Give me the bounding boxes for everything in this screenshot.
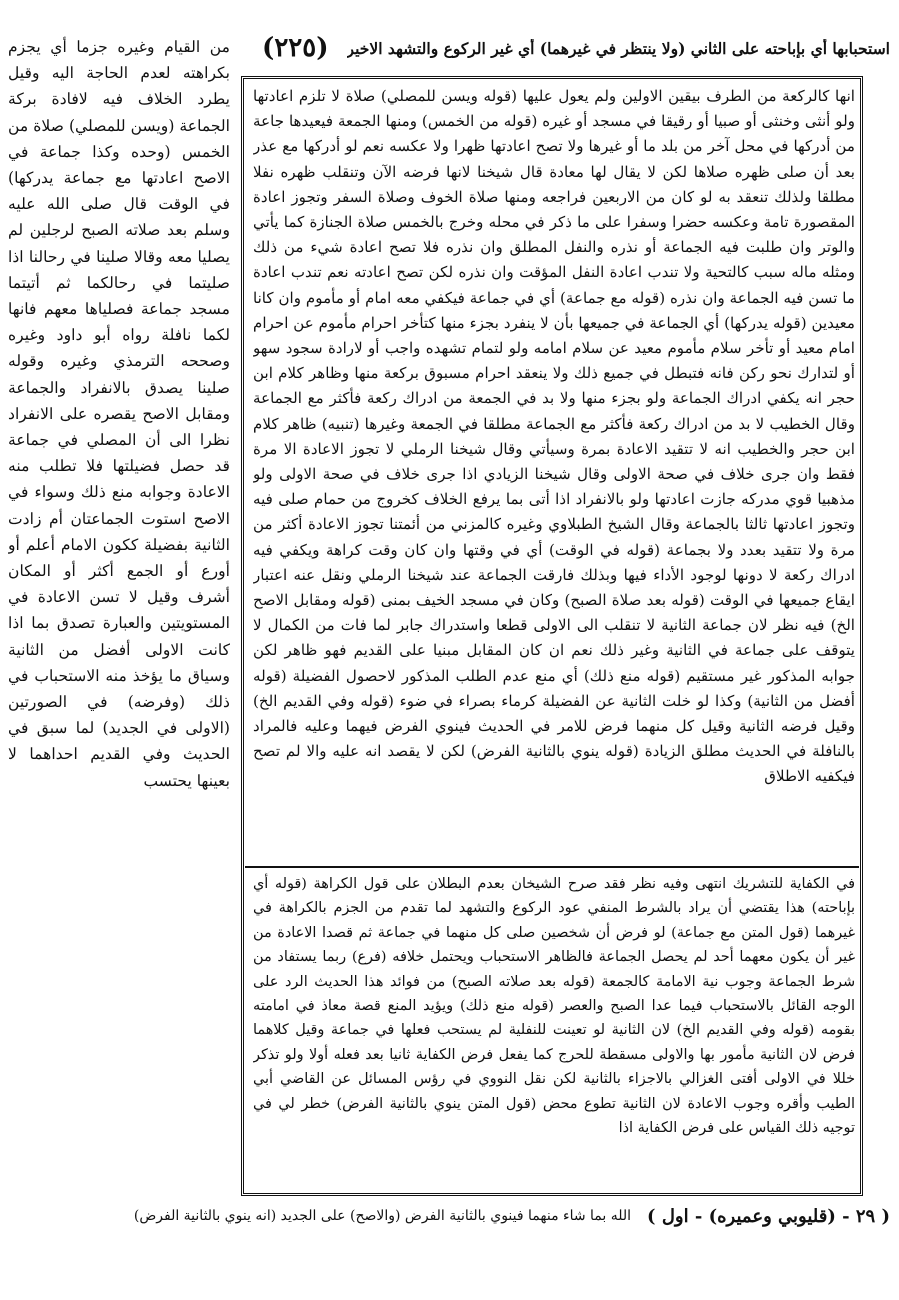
page-number: (٢٢٥) — [262, 33, 329, 63]
margin-matn-text: من القيام وغيره جزما أي يجزم بكراهته لعدم الحاجة اليه وقيل يطرد الخلاف فيه لافادة بركة الجماعة (ويسن للمصلي) صلاة من الخمس (وحده وكذا جماعة في الاصح اعادتها مع جماعة يدركها) في الوقت قال صلى الله عليه وسلم بعد صلاته الصبح لرجلين لم يصليا معه وقالا صلينا في رحالنا اذا صليتما في رحالكما ثم أتيتما مسجد جماعة فصلياها معهم فانها لكما نافلة رواه أبو داود وغيره وصححه الترمذي وغيره وقوله صلينا يصدق بالانفراد والجماعة ومقابل الاصح يقصره على الانفراد نظرا الى أن المصلي في جماعة قد حصل فضيلتها فلا تطلب منه الاعادة وجوابه منع ذلك وسواء في الاصح استوت الجماعتان أم زادت الثانية بفضيلة ككون الامام أعلم أو أورع أو الجمع أكثر أو المكان أشرف وقيل لا تسن الاعادة في المستويتين والعبارة تصدق بما اذا كانت الاولى أفضل من الثانية وسياق ما يؤخذ منه الاستحباب في ذلك (وفرضه) في الصورتين (الاولى في الجديد) لما سبق في الحديث وفي القديم احداهما لا بعينها يحتسب — [8, 38, 230, 790]
footnote-divider — [245, 866, 859, 868]
signature-code: ( ٢٩ - (قليوبي وعميره) - اول ) — [647, 1205, 890, 1227]
running-title: استحبابها أي بإباحته على الثاني (ولا ينتظر في غيرهما) أي غير الركوع والتشهد الاخير — [346, 38, 890, 58]
page-footer — [10, 1200, 890, 1232]
main-commentary-text: انها كالركعة من الطرف بيقين الاولين ولم يعول عليها (قوله ويسن للمصلي) صلاة لا تلزم اعادتها ولو أنثى وخنثى أو صبيا أو رقيقا في مسجد أو غيره (قوله من الخمس) ومنها الجمعة فيعيدها جاعة من أدركها في محل آخر من بلد ما أو غيرها ولا تصح اعادتها ظهرا ولا عكسه نعم لو أدركها مع عذر بعد أن صلى ظهره صلاها لكن لا يقال لها معادة قال شيخنا لانها فرضه الآن وتنقلب ظهره نفلا مطلقا ولذلك تنعقد به لو كان من الاربعين فراجعه ومنها صلاة الخوف وصلاة السفر وتجوز اعادة المقصورة تامة وعكسه حضرا وسفرا على ما ذكر في محله وخرج بالخمس صلاة الجنازة كما يأتي والوتر وان طلبت فيه الجماعة أو نذره والنفل المطلق وان نذره فلا تصح اعادة شيء من ذلك ومثله ماله سبب كالتحية ولا تندب اعادة النفل المؤقت وان نذره لكن تصح اعادته نعم تندب اعادة ما تسن فيه الجماعة وان نذره (قوله مع جماعة) أي في جماعة فيكفي معه امام أو مأموم وان كانا معيدين (قوله يدركها) أي الجماعة في جميعها بأن لا ينفرد بجزء منها كتأخر احرام مأموم عن احرام امام معيد أو تأخر سلام مأموم معيد عن سلام امامه ولو لتمام تشهده واجب أو لارادة سجود سهو أو لتدارك نحو ركن فانه فتبطل في جميع ذلك ولا ينعقد احرام مسبوق بركعة منها وظاهر كلام ابن حجر انه يكفي ادراك الجماعة ولو بجزء منها ولا بد في الجمعة من ادراك ركعة فأكثر مع الجماعة وقال الخطيب لا بد من ادراك ركعة فأكثر مع الجماعة مطلقا في الجمعة وغيرها (تنبيه) ظاهر كلام ابن حجر والخطيب انه لا تتقيد الاعادة بمرة وسيأتي وقال شيخنا الرملي لا تجوز الاعادة الا مرة فقط وان جرى خلاف في صحة الاولى وقال شيخنا الزيادي اذا جرى خلاف في صحة الاولى ولو مذهبيا قوي مدركه جازت اعادتها ولو بالانفراد اذا أتى بما يرفع الخلاف كخروج من حمام صلى فيه وتجوز اعادتها ثالثا بالجماعة وقال الشيخ الطبلاوي وغيره كالمزني من أئمتنا تجوز الاعادة أكثر من مرة ولا تتقيد بعدد ولا بجماعة (قوله في الوقت) أي في وقتها وان كان وقت كراهة ويكفي فيه ادراك ركعة لا دونها لوجود الأداء فيها وبذلك فارقت الجماعة عند شيخنا الرملي ونقل عنه اعتبار ايقاع جميعها في الوقت (قوله بعد صلاة الصبح) وكان في مسجد الخيف بمنى (قوله ومقابل الاصح الخ) فيه نظر لان جماعة الثانية لا تنقلب الى الاولى قطعا واستدراك جابر لما فات من الكمال لا يتوقف على جماعة في الثانية وغير ذلك نعم ان كان المقابل مبنيا على القديم فهو ظاهر لكن جوابه المذكور غير مستقيم (قوله منع ذلك) أي منع عدم الطلب المذكور لاحصول الفضيلة (قوله أفضل من الثانية) وكذا لو خلت الثانية عن الفضيلة كرماء بصراء في ضوء (قوله وفي القديم الخ) وقيل فرضه الثانية وقيل كل منهما فرض للامر في الحديث فينوي الفرض فيهما وعليه فالمراد بالنافلة في الحديث مطلق الزيادة (قوله ينوي بالثانية الفرض) لكن لا يقصد انه عليه والا لم تصح فيكفيه الاطلاق — [253, 87, 855, 786]
secondary-commentary-text: في الكفاية للتشريك انتهى وفيه نظر فقد صرح الشيخان بعدم البطلان على قول الكراهة (قوله أي بإباحته) هذا يقتضي أن يراد بالشرط المنفي عود الركوع والتشهد لما تقدم من الجزم بالكراهة في غيرهما (قول المتن مع جماعة) لو فرض أن شخصين صلى كل منهما في جماعة ثم قصدا الاعادة من غير أن يكون معهما أحد لم يحصل الجماعة فالظاهر الاستحباب ويحتمل خلافه (فرع) ربما يستفاد من شرط الجماعة وجوب نية الامامة كالجمعة (قوله بعد صلاته الصبح) من فوائد هذا الحديث الرد على الوجه القائل بالاستحباب فيما عدا الصبح والعصر (قوله منع ذلك) ويؤيد المنع قصة معاذ في امامته بقومه (قوله وفي القديم الخ) لان الثانية لو تعينت للنفلية لم يستحب فعلها في جماعة وقيل كلاهما فرض لان الثانية مأمور بها والاولى مسقطة للحرج كما يفعل فرض الكفاية ثانيا بعد فعله أولا ولو تذكر خللا في الاولى أفتى الغزالي بالاجزاء بالثانية لكن نقل النووي في رؤس المسائل عن القاضي أبي الطيب وأقره وجوب الاعادة لان الثانية تطوع محض (قول المتن ينوي بالثانية الفرض) خطر لي في توجيه ذلك القياس على فرض الكفاية اذا — [253, 876, 855, 1137]
footer-text: الله بما شاء منهما فينوي بالثانية الفرض (والاصح) على الجديد (انه ينوي بالثانية الفرض) — [133, 1208, 632, 1224]
